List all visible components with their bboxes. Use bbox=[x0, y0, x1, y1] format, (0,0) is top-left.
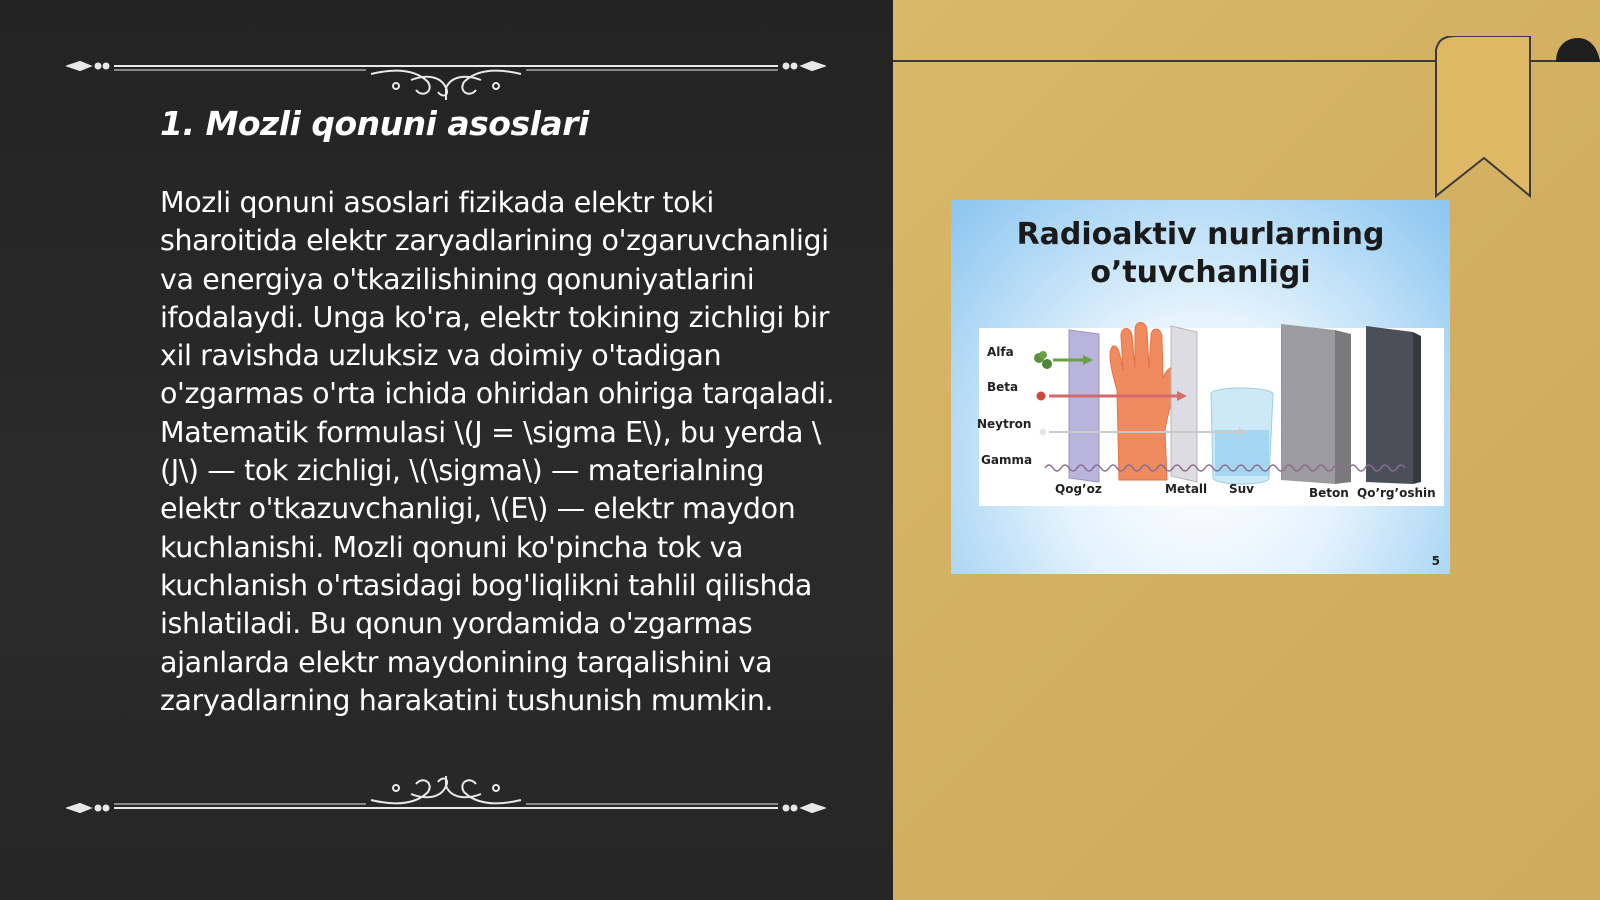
neutron-particle bbox=[1040, 429, 1047, 436]
lead-block bbox=[1366, 326, 1413, 484]
hand-shape bbox=[1110, 323, 1177, 481]
material-label-concrete: Beton bbox=[1309, 486, 1349, 500]
slide-body-text: Mozli qonuni asoslari fizikada elektr toki sharoitida elektr zaryadlarining o'zgaruvchanligi va energiya o'tkazilishining qonuniyatlarini ifodalaydi. Unga ko'ra, elektr tokining zichligi bir xil ravishda uzluksiz va doimiy o'tadigan o'zgarmas o'rta ichida ohiridan ohiriga tarqaladi. Matematik formulasi \(J = \sigma E\), bu yerda \(J\) — tok zichligi, \(\sigma\) — materialning elektr o'tkazuvchanligi, \(E\) — elektr maydon kuchlanishi. Mozli qonuni ko'pincha tok va kuchlanish o'rtasidagi bog'liqlikni tahlil qilishda ishlatiladi. Bu qonun yordamida o'zgarmas ajanlarda elektr maydonining tarqalishini va zaryadlarning harakatini tushunish mumkin. bbox=[160, 186, 835, 717]
radiation-label-alfa: Alfa bbox=[987, 345, 1014, 359]
bookmark-ribbon-icon bbox=[1434, 36, 1600, 202]
material-label-water: Suv bbox=[1229, 482, 1255, 496]
material-label-paper: Qog’oz bbox=[1055, 482, 1102, 496]
image-title-line2: o’tuvchanligi bbox=[1090, 255, 1311, 290]
scroll-divider-icon bbox=[66, 776, 826, 836]
radiation-label-neytron: Neytron bbox=[977, 417, 1032, 431]
radiation-penetration-image bbox=[951, 200, 1450, 574]
paper-sheet bbox=[1069, 330, 1099, 482]
metal-sheet bbox=[1171, 326, 1197, 482]
slide-title: 1. Mozli qonuni asoslari bbox=[160, 104, 589, 143]
image-page-number: 5 bbox=[1431, 554, 1440, 568]
radiation-label-beta: Beta bbox=[987, 380, 1019, 394]
material-label-lead: Qo’rg’oshin bbox=[1357, 486, 1436, 500]
penetration-diagram bbox=[951, 200, 1450, 574]
material-label-metal: Metall bbox=[1165, 482, 1208, 496]
image-title-line1: Radioaktiv nurlarning bbox=[1016, 217, 1385, 252]
beta-particle bbox=[1037, 392, 1046, 401]
radiation-label-gamma: Gamma bbox=[981, 453, 1033, 467]
concrete-block bbox=[1281, 324, 1335, 484]
scroll-divider-icon bbox=[66, 40, 826, 100]
